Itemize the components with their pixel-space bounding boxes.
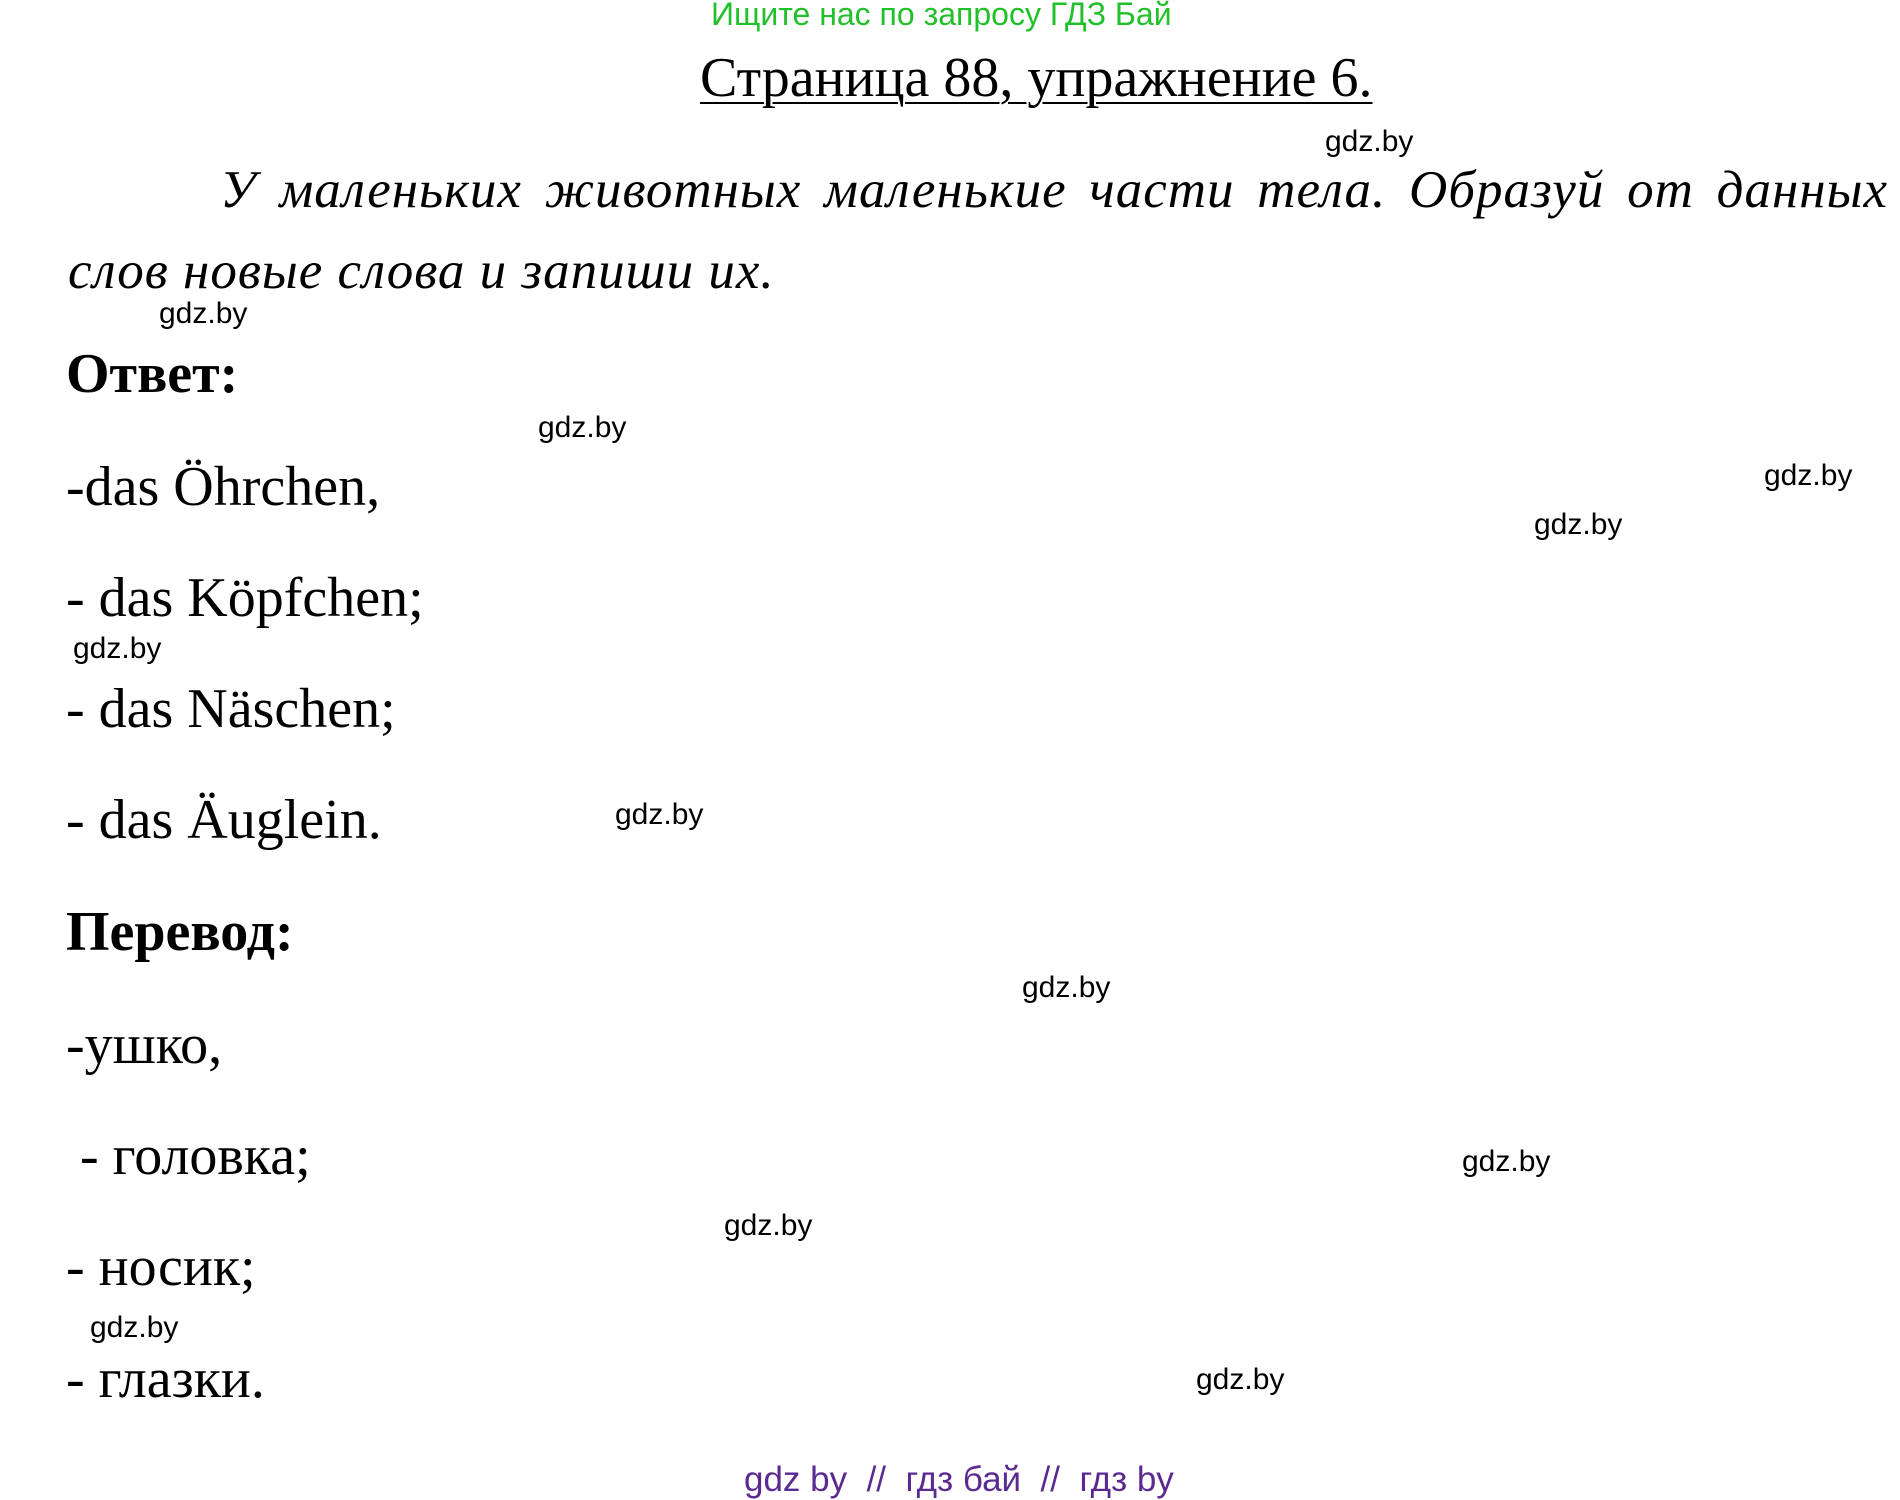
watermark: gdz.by bbox=[1764, 459, 1853, 492]
answer-item: - das Köpfchen; bbox=[66, 567, 424, 629]
watermark: gdz.by bbox=[1022, 971, 1111, 1004]
translation-heading: Перевод: bbox=[66, 901, 294, 963]
watermark: gdz.by bbox=[1196, 1363, 1285, 1396]
watermark: gdz.by bbox=[159, 297, 248, 330]
watermark: gdz.by bbox=[1534, 508, 1623, 541]
answer-item: - das Näschen; bbox=[66, 678, 396, 740]
footer-text: gdz by // гдз бай // гдз by bbox=[744, 1460, 1174, 1499]
watermark: gdz.by bbox=[1462, 1145, 1551, 1178]
translation-item: - глазки. bbox=[66, 1348, 265, 1410]
watermark: gdz.by bbox=[1325, 125, 1414, 158]
watermark: gdz.by bbox=[615, 798, 704, 831]
answer-heading: Ответ: bbox=[66, 343, 239, 405]
translation-item: - носик; bbox=[66, 1236, 256, 1298]
translation-item: - головка; bbox=[66, 1125, 311, 1187]
watermark: gdz.by bbox=[73, 632, 162, 665]
watermark: gdz.by bbox=[90, 1311, 179, 1344]
translation-item: -ушко, bbox=[66, 1014, 223, 1076]
task-text: У маленьких животных маленькие части тела. Образуй от данных слов новые слова и запиши их. bbox=[68, 161, 1888, 300]
watermark: gdz.by bbox=[538, 411, 627, 444]
answer-item: - das Äuglein. bbox=[66, 789, 382, 851]
watermark: gdz.by bbox=[724, 1209, 813, 1242]
answer-item: -das Öhrchen, bbox=[66, 456, 381, 518]
top-banner: Ищите нас по запросу ГДЗ Бай bbox=[711, 0, 1172, 32]
page-title: Страница 88, упражнение 6. bbox=[700, 47, 1373, 109]
